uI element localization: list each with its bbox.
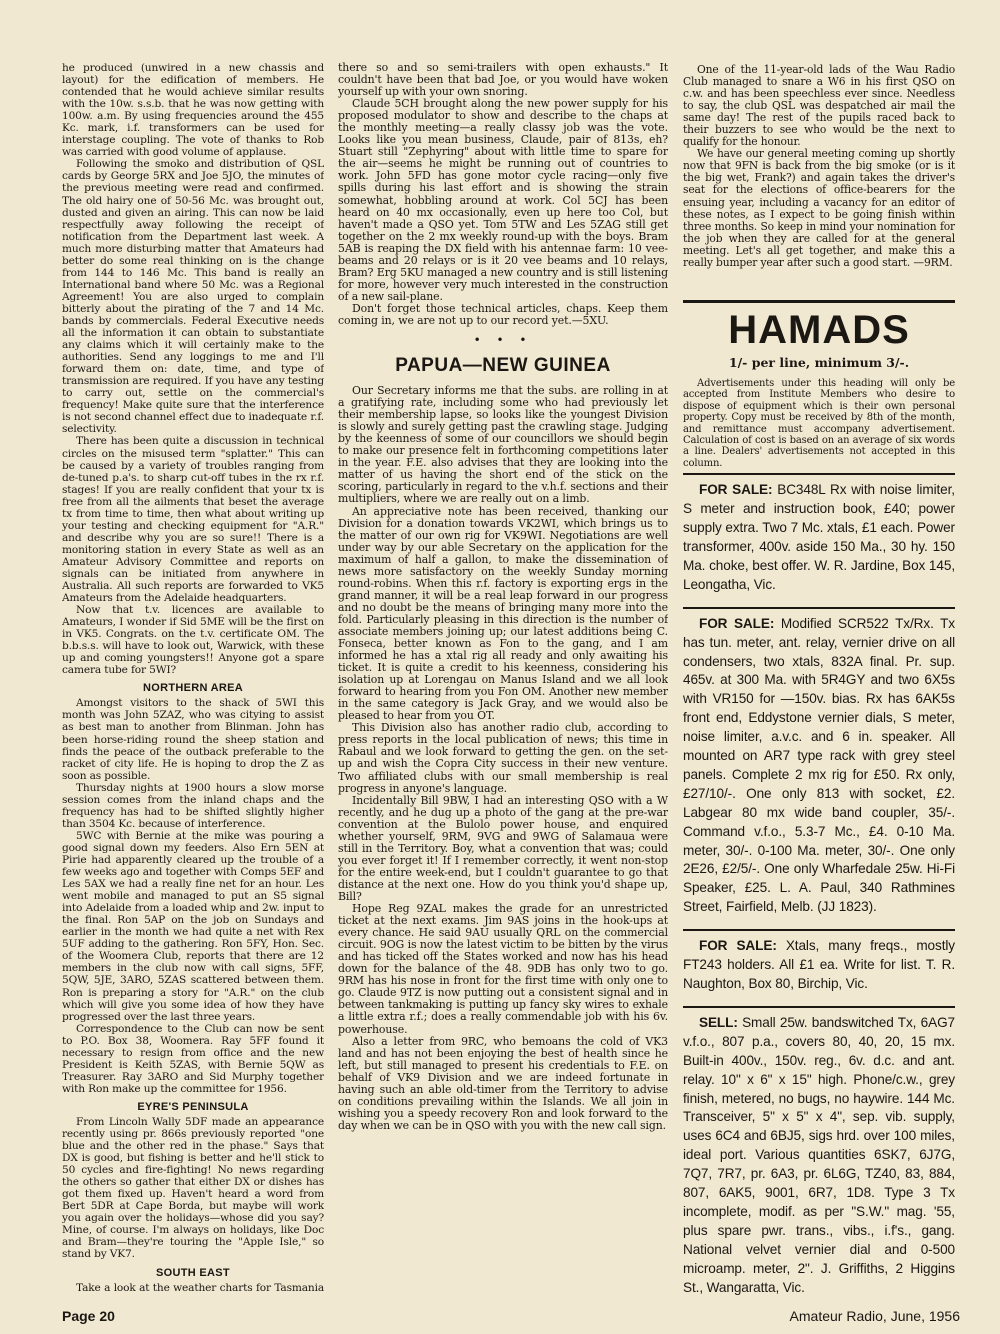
classified-ad-text: [683, 1014, 955, 1298]
classified-ad-heading: FOR SALE:: [699, 482, 773, 498]
classified-ad-heading: FOR SALE:: [699, 615, 775, 631]
paragraph: We have our general meeting coming up shortly now that 9FN is back from the big smoke (or is it the big wet, Frank?) and again takes the driver's seat for the elections of office-bearers for the ensuing year, including a vacancy for an editor of these notes, as I expect to be going finish within three months. So keep in mind your nomination for the job when they are called for at the general meeting. Let's all get together, and make this a really bumper year after such a good start. —9RM.: [683, 147, 955, 269]
paragraph: he produced (unwired in a new chassis and layout) for the edification of members. He contended that he would achieve similar results with the 10w. s.s.b. that he was now getting with 100w. a.m. By using frequencies around the 455 Kc. mark, i.f. transformers can be used for interstage coupling. The vote of thanks to Rob was carried with good volume of applause.: [62, 62, 324, 159]
section-heading: SOUTH EAST: [156, 1266, 230, 1279]
classified-ad-body: Modified SCR522 Tx/Rx. Tx has tun. meter, ant. relay, vernier drive on all condensers, two xtals, 832A final. Pr. sup. 465v. at 300 Ma. with 5R4GY and two 6X5s with VR150 for —150v. bias. Rx has 6AK5s front end, Eddystone vernier dials, S meter, noise limiter, a.v.c. and 6 in. speaker. All mounted on AR7 type rack with grey steel panels. Complete 2 mx rig for £50. Rx only, £27/10/-. One only 813 with socket, £2. Labgear 80 mx wide band coupler, 35/-. Command v.f.o., 5.3-7 Mc., £4. 0-10 Ma. meter, 30/-. 0-100 Ma. meter, 30/-. One only 2E26, £2/5/-. One only Wharfedale 25w. Hi-Fi Speaker, £25. L. A. Paul, 340 Rathmines Street, Fairfield, Melb. (JJ 1823).: [683, 615, 955, 915]
paragraph: there so and so semi-trailers with open exhausts." It couldn't have been that bad Joe, or you would have woken yourself up with your own snoring.: [338, 62, 668, 99]
paragraph: One of the 11-year-old lads of the Wau Radio Club managed to snare a W6 in his first QSO on c.w. and has been speechless ever since. Needless to say, the club QSL was despatched air mail the same day! The rest of the pupils raced back to their buzzers to see who would be the next to qualify for the honour.: [683, 64, 955, 149]
paragraph: From Lincoln Wally 5DF made an appearance recently using pr. 866s previously reported "one blue and the other red in the phase." Says that DX is good, but fishing is better and he'll stick to 50 cycles and fire-fighting! No news regarding the others so gather that either DX or dishes has got them fixed up. Haven't heard a word from Bert 5DR at Cape Borda, but maybe will work you again over the holidays—whose did you say? Mine, of course. I'm always on holidays, like Doc and Bram—they're touring the "Apple Isle," so stand by VK7.: [62, 1115, 324, 1261]
hamads-title: HAMADS: [728, 308, 910, 352]
paragraph: Claude 5CH brought along the new power supply for his proposed modulator to show and describe to the chaps at the monthly meeting—a really classy job was the vote. Looks like you mean business, Claude, pair of 813s, eh? Stuart still "Zephyring" about with little time to spare for the air—seems he might be running out of countries to work. John 5FD has gone motor cycle racing—only five spills during his last effort and is showing the strain somewhat, hobbling around at work. Col 5CJ has been heard on 40 mx occasionally, even up here too Col, but haven't made a QSO yet. Tom 5TW and Les 5ZAG still get together on the 2 mx weekly round-up with the boys. Bram 5AB is reaping the DX field with his antennae farm: 10 vee-beams and 20 relays or is it 20 vee beams and 10 relays, Bram? Erg 5KU managed a new country and is still listening for more, however very much interested in the construction of a new sail-plane.: [338, 97, 668, 303]
paragraph: Our Secretary informs me that the subs. are rolling in at a gratifying rate, including some who had previously let their membership lapse, so looks like the youngest Division is slowly and surely getting past the crawling stage. Judging by the keenness of some of our councillors we should begin to make our presence felt in forthcoming competitions later in the year. F.E. also advises that they are looking into the matter of us having the short end of the stick on the scoring, particularly in regard to the v.h.f. sections and their multipliers, where we are really out on a limb.: [338, 384, 668, 506]
page-number: Page 20: [62, 1308, 115, 1324]
column-right-top: [683, 64, 955, 304]
paragraph: This Division also has another radio club, according to press reports in the local publication of news; this time in Rabaul and we look forward to getting the gen. on the set-up and wish the Copra City success in their new venture. Two affiliated clubs with our small membership is real progress in anyone's language.: [338, 721, 668, 795]
paragraph: Hope Reg 9ZAL makes the grade for an unrestricted ticket at the next exams. Jim 9AS joins in the hook-ups at every chance. He said 9AU usually QRL on the commercial circuit. 9OG is now the latest victim to be bitten by the virus and has ticked off the States worked and now has his head down for the balance of the 48. 9DB has only two to go. 9RM has his nose in front for the first time with only one to go. Claude 9TZ is now putting out a consistent signal and in between tankmaking is putting up fancy sky wires to exhale a little extra r.f.; does a really commendable job with his 6v. powerhouse.: [338, 902, 668, 1036]
classified-ad: [683, 473, 955, 602]
hamads-conditions: [683, 378, 955, 469]
paragraph: Thursday nights at 1900 hours a slow morse session comes from the inland chaps and the frequency has had to be shifted slightly higher than 3504 Kc. because of interference.: [62, 781, 324, 830]
classified-ad: [683, 607, 955, 926]
hamads-section: [683, 300, 955, 1300]
classified-ad-text: [683, 481, 955, 594]
section-heading: EYRE'S PENINSULA: [137, 1100, 249, 1113]
classified-ad-text: [683, 937, 955, 994]
paragraph: Also a letter from 9RC, who bemoans the cold of VK3 land and has not been enjoying the best of health since he left, but still managed to present his credentials to F.E. on behalf of VK9 Division and we are indeed fortunate in having such an able old-timer from the Territory to advise on conditions prevailing within the Islands. We all join in wishing you a speedy recovery Ron and look forward to the day when we can be in QSO with you with the new call sign.: [338, 1034, 668, 1132]
paragraph: Following the smoko and distribution of QSL cards by George 5RX and Joe 5JO, the minutes of the previous meeting were read and confirmed. The old hairy one of 50-56 Mc. was brought out, dusted and given an airing. This can now be laid respectfully away following the receipt of notification from the Department last week. A much more disturbing matter that Amateurs had better do some real thinking on is the change from 144 to 146 Mc. This band is really an International band where 50 Mc. was a Regional Agreement! You are also urged to complain bitterly about the pirating of the 7 and 14 Mc. bands by commercials. Federal Executive needs all the information it can obtain to substantiate any claims which it will certainly make to the authorities. Send any loggings to me and I'll forward them on: date, time, and type of transmission are required. If you have any testing to carry out, settle on the commercial's frequency! Make quite sure that the interference is not second channel effect due to inadequate r.f. selectivity.: [62, 158, 324, 436]
paragraph: Don't forget those technical articles, chaps. Keep them coming in, we are not up to our record yet.—5XU.: [338, 301, 668, 327]
paragraph: An appreciative note has been received, thanking our Division for a donation towards VK2WI, which brings us to the matter of our own rig for VK9WI. Negotiations are well under way by our able Secretary on the application for the maximum of half a gallon, to make the dissemination of news more satisfactory on the weekly Sunday morning round-robins. When this r.f. factory is exporting ergs in the grand manner, it will be a real leap forward in our progress and no doubt be the means of bringing many more into the fold. Particularly pleasing in this direction is the number of associate members joining up; our latest additions being C. Fonseca, better known as Fon to the gang, and I am informed he has a xtal rig all ready and only awaiting his ticket. It is quite a credit to his keenness, considering his isolation up at Lorengau on Manus Island and we all look forward to hearing from you Fon OM. Another new member in the same category is Jack Gray, and we would also be pleased to hear from you OT.: [338, 504, 668, 723]
classified-ad-heading: SELL:: [699, 1014, 738, 1030]
paragraph: 5WC with Bernie at the mike was pouring a good signal down my feeders. Also Ern 5EN at Pirie had apparently cleared up the trouble of a few weeks ago and together with Comps 5EF and Les 5AX we had a really fine net for an hour. Les went mobile and managed to put an S5 signal into Adelaide from a loaded whip and 2w. input to the final. Ron 5AP on the job on Sundays and earlier in the month we had quite a net with Rex 5UF adding to the gathering. Ron 5FY, Hon. Sec. of the Woomera Club, reports that there are 12 members in the club now with call signs, 5FF, 5QW, 5JE, 3ARO, 5ZAS scattered between them. Ron is preparing a story for "A.R." on the club which will give you some idea of how they have progressed over the last three years.: [62, 829, 324, 1023]
classified-ad-body: BC348L Rx with noise limiter, S meter and instruction book, £40; power supply extra. Two 7 Mc. xtals, £1 each. Power transformer, 400v. aside 150 Ma., 30 hy. 150 Ma. choke, best offer. W. R. Jardine, Box 145, Leongatha, Vic.: [683, 482, 955, 592]
classified-ad: [683, 929, 955, 1002]
hamads-note-text: Advertisements under this heading will only be accepted from Institute Members who desire to dispose of equipment which is their own personal property. Copy must be received by 8th of the month, and remittance must accompany advertisement. Calculation of cost is based on an average of six words a line. Dealers' advertisements not accepted in this column.: [683, 378, 955, 469]
classified-ad-body: Small 25w. bandswitched Tx, 6AG7 v.f.o., 807 p.a., covers 80, 40, 20, 15 mx. Built-in 400v., 150v. reg., 6v. d.c. and ant. relay. 10" x 6" x 15" high. Phone/c.w., grey finish, metered, no bugs, no haywire. 144 Mc. Transceiver, 5" x 5" x 4", sep. vib. supply, uses 6C4 and 6BJ5, sigs hrd. over 100 miles, ideal port. Various quantities 6SK7, 6J7G, 7Q7, 7R7, pr. 6A3, pr. 6L6G, TZ40, 83, 884, 807, 6AK5, 9001, 6R7, 1D8. Type 3 Tx incomplete, modif. as per "S.W." mag. '55, plus spare pwr. trans., vibs., i.f's., gang. National velvet vernier dial and 0-500 microamp. meter, 2". J. Griffiths, 2 Higgins St., Wangaratta, Vic.: [683, 1014, 955, 1295]
paragraph: Now that t.v. licences are available to Amateurs, I wonder if Sid 5ME will be the first on in VK5. Congrats. on the t.v. certificate OM. The b.b.s.s. will have to look out, Warwick, with these up and coming youngsters!! Anyone got a spare camera tube for 5WI?: [62, 604, 324, 677]
paragraph: Amongst visitors to the shack of 5WI this month was John 5ZAZ, who was citying to assist as best man to another from Blinman. John has been horse-riding round the sheep station and finds the peace of the outback preferable to the racket of city life. He is hoping to drop the Z as soon as possible.: [62, 697, 324, 782]
paragraph: Take a look at the weather charts for Tasmania: [76, 1281, 324, 1294]
publication-line: Amateur Radio, June, 1956: [789, 1308, 960, 1324]
section-heading: NORTHERN AREA: [142, 682, 244, 695]
classified-ad: [683, 1006, 955, 1300]
hamads-rate: 1/- per line, minimum 3/-.: [728, 355, 910, 370]
classified-ads: [683, 473, 955, 1300]
paragraph: Correspondence to the Club can now be sent to P.O. Box 38, Woomera. Ray 5FF found it necessary to resign from office and the new President is Keith 5ZAS, with Bernie 5QW as Treasurer. Ray 3ARO and Sid Murphy together with Ron make up the committee for 1956.: [62, 1022, 324, 1095]
hamads-rule: [683, 300, 955, 303]
division-heading: PAPUA—NEW GUINEA: [395, 355, 611, 377]
classified-ad-heading: FOR SALE:: [699, 938, 777, 954]
paragraph: Incidentally Bill 9BW, I had an interesting QSO with a W recently, and he dug up a photo of the gang at the pre-war convention at the Bulolo power house, and enquired whether yourself, 9RM, 9VG and 9WG of Salamaua were still in the Territory. Boy, what a convention that was; could you ever forget it! If I remember correctly, it went non-stop for the entire week-end, but I couldn't guarantee to go that distance at the next one. How do you think you'd shape up, Bill?: [338, 793, 668, 903]
paragraph: There has been quite a discussion in technical circles on the misused term "splatter." This can be caused by a variety of troubles ranging from de-tuned p.a's. to sharp cut-off tubes in the rx r.f. stages! If you are really confident that your tx is free from all the ailments that beset the average tx from time to time, then what about writing up your testing and checking equipment for "A.R." and describe why you are so sure!! There is a monitoring station in every State as well as an Amateur Advisory Committee and reports on signals can be initiated from anywhere in Australia. All such reports are forwarded to VK5 Amateurs from the Adelaide headquarters.: [62, 435, 324, 605]
classified-ad-body: Xtals, many freqs., mostly FT243 holders. All £1 ea. Write for list. T. R. Naughton, Box 80, Birchip, Vic.: [683, 938, 955, 991]
section-divider: • • •: [473, 333, 533, 348]
column-middle: [338, 62, 668, 1294]
column-left: [62, 62, 324, 1294]
classified-ad-text: [683, 615, 955, 918]
